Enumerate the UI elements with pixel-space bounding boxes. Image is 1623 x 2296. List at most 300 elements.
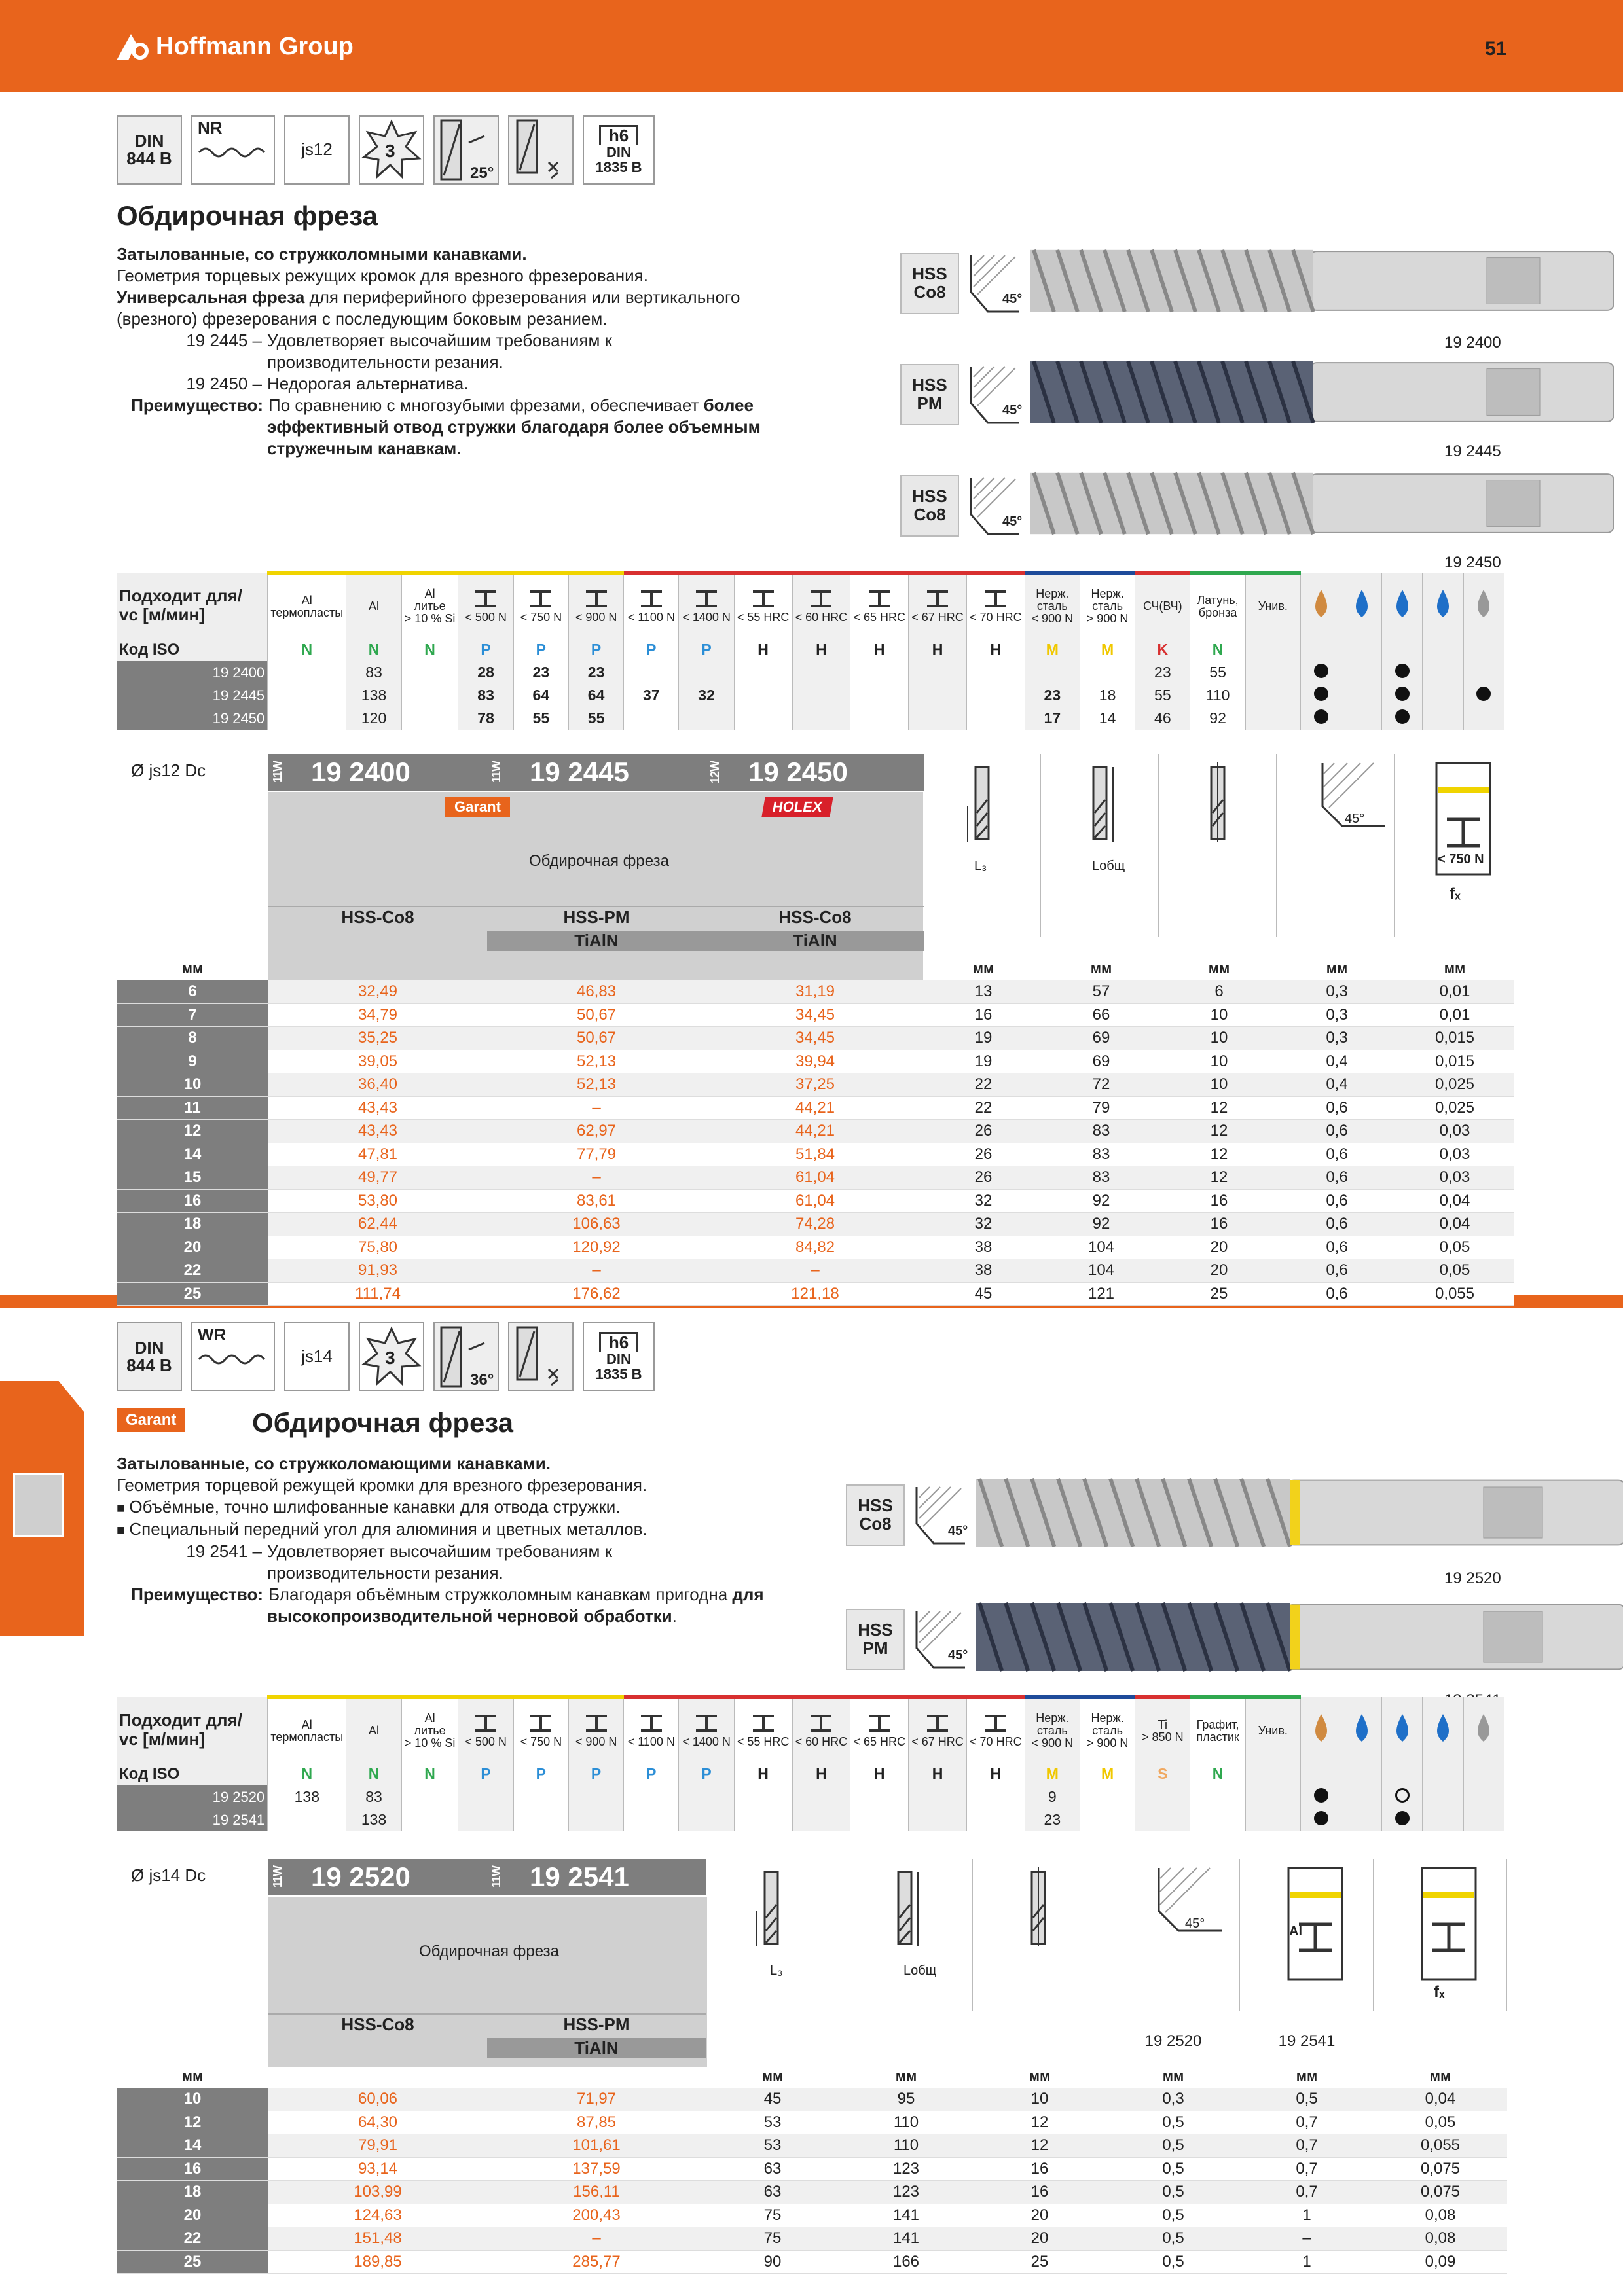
- speed-cell: 17: [1025, 707, 1080, 730]
- value-cell: 0,5: [1106, 2204, 1240, 2227]
- material-column: [1080, 573, 1135, 638]
- diameter-cell: 7: [117, 1003, 268, 1027]
- dimension-row: [117, 1003, 1514, 1027]
- iso-code-cell: P: [624, 638, 679, 661]
- speed-cell: [568, 1808, 623, 1831]
- price-cell[interactable]: 93,14: [268, 2157, 487, 2181]
- price-cell[interactable]: 31,19: [706, 980, 924, 1004]
- coolant-cell: [1341, 684, 1382, 707]
- price-cell[interactable]: 50,67: [487, 1027, 706, 1050]
- material-column: [679, 573, 734, 638]
- price-cell[interactable]: 62,44: [268, 1213, 487, 1236]
- price-cell[interactable]: 35,25: [268, 1027, 487, 1050]
- material-column: [966, 1697, 1025, 1763]
- price-cell[interactable]: 121,18: [706, 1282, 924, 1306]
- unit-spacer: [487, 2064, 706, 2088]
- tool-material-badge: HSS Co8: [900, 253, 959, 314]
- i-beam-icon: [737, 1713, 790, 1736]
- value-cell: 0,5: [1106, 2250, 1240, 2274]
- value-cell: 63: [706, 2181, 839, 2204]
- coolant-cell: [1423, 684, 1463, 707]
- iso-code-cell: H: [734, 638, 792, 661]
- material-column-label: Al литье > 10 % Si: [404, 1712, 456, 1749]
- dimension-row: [117, 1050, 1514, 1073]
- tool-tag: 11W: [271, 1866, 284, 1888]
- coolant-cell: [1463, 684, 1504, 707]
- price-cell[interactable]: 200,43: [487, 2204, 706, 2227]
- price-cell[interactable]: 61,04: [706, 1166, 924, 1190]
- coolant-cell: [1382, 1785, 1423, 1808]
- price-cell[interactable]: –: [706, 1259, 924, 1283]
- shank-tolerance-label: h6: [599, 1332, 638, 1352]
- material-column: [346, 573, 401, 638]
- diameter-cell: 9: [117, 1050, 268, 1073]
- speed-cell: [734, 684, 792, 707]
- suitability-row: [117, 684, 1504, 707]
- iso-code-cell: P: [568, 1763, 623, 1785]
- value-cell: 75: [706, 2227, 839, 2251]
- value-cell: 83: [1042, 1166, 1160, 1190]
- value-cell: 123: [839, 2181, 973, 2204]
- material-column-label: < 70 HRC: [970, 1735, 1022, 1748]
- article-code-banner: [706, 754, 924, 791]
- material-column-label: < 67 HRC: [911, 611, 964, 624]
- tool-row: [846, 1470, 1623, 1560]
- value-cell: 83: [1042, 1120, 1160, 1143]
- value-cell: 0,075: [1374, 2157, 1507, 2181]
- value-cell: 0,04: [1396, 1213, 1514, 1236]
- price-cell[interactable]: 36,40: [268, 1073, 487, 1097]
- article-code: 19 2520: [311, 1861, 410, 1892]
- price-cell[interactable]: 61,04: [706, 1189, 924, 1213]
- material-column: [268, 573, 346, 638]
- unit-row: [117, 957, 1514, 980]
- garant-logo: Garant: [117, 1408, 185, 1432]
- material-column: [734, 573, 792, 638]
- speed-cell: 23: [1025, 1808, 1080, 1831]
- material-column: [1080, 1697, 1135, 1763]
- material-column: [513, 1697, 568, 1763]
- iso-code-cell: N: [346, 1763, 401, 1785]
- price-cell[interactable]: 37,25: [706, 1073, 924, 1097]
- iso-code-cell: P: [568, 638, 623, 661]
- diameter-cell: 12: [117, 2111, 268, 2134]
- price-cell[interactable]: 137,59: [487, 2157, 706, 2181]
- value-cell: 0,4: [1278, 1073, 1396, 1097]
- dimension-icon: [706, 1859, 839, 2011]
- speed-cell: 55: [568, 707, 623, 730]
- price-cell[interactable]: 77,79: [487, 1143, 706, 1166]
- speed-cell: [909, 707, 967, 730]
- value-cell: 1: [1240, 2250, 1374, 2274]
- profile-type-label: WR: [198, 1325, 227, 1344]
- filled-dot: [1395, 709, 1410, 724]
- price-cell[interactable]: 151,48: [268, 2227, 487, 2251]
- value-cell: 19: [924, 1050, 1042, 1073]
- iso-code-row: [117, 638, 1504, 661]
- i-beam-icon: [970, 589, 1022, 611]
- price-cell[interactable]: 43,43: [268, 1096, 487, 1120]
- dimension-row: [117, 1282, 1514, 1306]
- description-key: 19 2450 –: [186, 374, 262, 393]
- droplet-blue-icon-glyph: [1350, 587, 1374, 620]
- coating-label: TiAlN: [487, 931, 706, 951]
- speed-cell: [679, 707, 734, 730]
- value-cell: 0,5: [1106, 2157, 1240, 2181]
- price-cell[interactable]: 91,93: [268, 1259, 487, 1283]
- price-cell[interactable]: 51,84: [706, 1143, 924, 1166]
- price-cell[interactable]: 106,63: [487, 1213, 706, 1236]
- unit-cell: мм: [972, 960, 994, 977]
- price-cell[interactable]: 32,49: [268, 980, 487, 1004]
- mql-icon-glyph: [1472, 1712, 1495, 1744]
- dimension-icon: [1374, 1859, 1507, 2011]
- value-cell: 53: [706, 2111, 839, 2134]
- speed-cell: [850, 661, 909, 684]
- dimension-label: 45°: [1185, 1916, 1205, 1931]
- coating-label: TiAlN: [487, 2038, 706, 2058]
- description: [117, 243, 837, 459]
- speed-cell: 32: [679, 684, 734, 707]
- iso-code-cell: N: [401, 1763, 458, 1785]
- value-cell: 0,01: [1396, 980, 1514, 1004]
- dimension-row: [117, 2227, 1507, 2251]
- description-line: [117, 243, 837, 265]
- speed-cell: [734, 707, 792, 730]
- spray-icon-glyph: [1391, 1712, 1414, 1744]
- value-cell: 16: [924, 1003, 1042, 1027]
- description-line: [117, 1605, 837, 1627]
- speed-cell: 23: [1135, 661, 1190, 684]
- value-cell: 92: [1042, 1213, 1160, 1236]
- value-cell: 0,025: [1396, 1073, 1514, 1097]
- material-column: [792, 573, 850, 638]
- diameter-cell: 15: [117, 1166, 268, 1190]
- value-cell: 69: [1042, 1027, 1160, 1050]
- price-cell[interactable]: 285,77: [487, 2250, 706, 2274]
- description-key: 19 2445 –: [186, 331, 262, 350]
- value-cell: 121: [1042, 1282, 1160, 1306]
- value-cell: 0,04: [1374, 2088, 1507, 2111]
- speed-cell: [1135, 1808, 1190, 1831]
- cutter-image: [973, 1470, 1623, 1555]
- material-column: [792, 1697, 850, 1763]
- price-cell[interactable]: 62,97: [487, 1120, 706, 1143]
- diameter-cell: 16: [117, 2157, 268, 2181]
- value-cell: 0,6: [1278, 1213, 1396, 1236]
- dimension-glyph: [1198, 761, 1237, 863]
- value-cell: 0,7: [1240, 2134, 1374, 2158]
- price-cell[interactable]: 103,99: [268, 2181, 487, 2204]
- diameter-cell: 12: [117, 1120, 268, 1143]
- description-line: [117, 1584, 837, 1605]
- i-beam-icon: [970, 1713, 1022, 1736]
- diameter-cell: 6: [117, 980, 268, 1004]
- speed-cell: 9: [1025, 1785, 1080, 1808]
- price-cell[interactable]: 44,21: [706, 1096, 924, 1120]
- iso-code-cell: M: [1025, 1763, 1080, 1785]
- speed-cell: [458, 1785, 513, 1808]
- value-cell: 83: [1042, 1143, 1160, 1166]
- price-cell[interactable]: 176,62: [487, 1282, 706, 1306]
- material-column-label: Латунь, бронза: [1197, 593, 1239, 619]
- description-line: [117, 265, 837, 287]
- price-cell[interactable]: 34,45: [706, 1027, 924, 1050]
- price-cell[interactable]: 39,05: [268, 1050, 487, 1073]
- price-cell[interactable]: 44,21: [706, 1120, 924, 1143]
- diameter-cell: 18: [117, 2181, 268, 2204]
- iso-code-cell: H: [734, 1763, 792, 1785]
- chamfer-icon: [968, 253, 1021, 314]
- value-cell: 20: [1160, 1236, 1278, 1259]
- filled-dot: [1395, 687, 1410, 701]
- description-text: для периферийного фрезерования или вертикального: [304, 287, 740, 307]
- material-column: [568, 573, 623, 638]
- no-coolant-icon-glyph: [1431, 1712, 1455, 1744]
- value-cell: 79: [1042, 1096, 1160, 1120]
- iso-code-cell: M: [1025, 638, 1080, 661]
- brand-logo: [117, 31, 354, 62]
- value-cell: 10: [1160, 1003, 1278, 1027]
- filled-dot: [1395, 664, 1410, 678]
- speed-cell: 18: [1080, 684, 1135, 707]
- price-cell[interactable]: 84,82: [706, 1236, 924, 1259]
- material-column-label: Графит, пластик: [1196, 1717, 1239, 1744]
- speed-cell: 64: [568, 684, 623, 707]
- dimension-glyph: [962, 761, 1002, 863]
- price-cell[interactable]: 83,61: [487, 1189, 706, 1213]
- material-label: HSS-Co8: [268, 2013, 487, 2035]
- article-code-banner: [487, 754, 706, 791]
- dimension-label: L₃: [770, 1964, 783, 1978]
- tool-row: [900, 242, 1616, 324]
- iso-code-cell: N: [268, 638, 346, 661]
- iso-code-cell: M: [1080, 638, 1135, 661]
- no-coolant-icon: [1423, 573, 1463, 638]
- material-column-label: < 750 N: [520, 611, 562, 624]
- diameter-cell: 14: [117, 2134, 268, 2158]
- article-code: 19 2541: [530, 1861, 629, 1892]
- value-cell: 0,09: [1374, 2250, 1507, 2274]
- dimension-row: [117, 1143, 1514, 1166]
- value-cell: 63: [706, 2157, 839, 2181]
- price-cell[interactable]: 71,97: [487, 2088, 706, 2111]
- price-cell[interactable]: 50,67: [487, 1003, 706, 1027]
- speed-cell: [734, 661, 792, 684]
- speed-cell: [679, 1785, 734, 1808]
- suitability-header-row: [117, 573, 1504, 638]
- tool-row: [846, 1594, 1623, 1684]
- value-cell: 25: [1160, 1282, 1278, 1306]
- diameter-cell: 10: [117, 1073, 268, 1097]
- tool-tag: 11W: [490, 761, 503, 783]
- droplet-blue-icon: [1341, 1697, 1382, 1763]
- price-cell[interactable]: –: [487, 2227, 706, 2251]
- price-cell[interactable]: 49,77: [268, 1166, 487, 1190]
- material-column: [401, 573, 458, 638]
- price-cell[interactable]: 52,13: [487, 1050, 706, 1073]
- material-column: [850, 1697, 909, 1763]
- mql-icon: [1463, 1697, 1504, 1763]
- mql-icon: [1463, 573, 1504, 638]
- price-cell[interactable]: 47,81: [268, 1143, 487, 1166]
- iso-code-cell: P: [679, 1763, 734, 1785]
- speed-cell: [1080, 661, 1135, 684]
- price-cell[interactable]: 39,94: [706, 1050, 924, 1073]
- price-cell[interactable]: 120,92: [487, 1236, 706, 1259]
- speed-cell: [401, 1808, 458, 1831]
- dimension-icon: [1106, 1859, 1240, 2011]
- description-bold: для: [732, 1585, 764, 1604]
- material-column-label: < 65 HRC: [853, 1735, 905, 1748]
- price-cell[interactable]: 101,61: [487, 2134, 706, 2158]
- value-cell: 0,03: [1396, 1166, 1514, 1190]
- value-cell: 0,03: [1396, 1120, 1514, 1143]
- unit-spacer: [268, 957, 487, 980]
- price-cell[interactable]: 34,45: [706, 1003, 924, 1027]
- value-cell: 0,7: [1240, 2157, 1374, 2181]
- material-column-label: Нерж. сталь < 900 N: [1031, 587, 1074, 625]
- material-column: [909, 1697, 967, 1763]
- suitability-row: [117, 707, 1504, 730]
- chamfer-icon: [968, 475, 1021, 537]
- product-name: Обдирочная фреза: [419, 1943, 559, 1960]
- value-cell: 0,3: [1278, 980, 1396, 1004]
- value-cell: 12: [1160, 1143, 1278, 1166]
- price-cell[interactable]: 111,74: [268, 1282, 487, 1306]
- price-cell[interactable]: 79,91: [268, 2134, 487, 2158]
- description-line: [117, 1475, 837, 1496]
- cutter-image: [1027, 465, 1616, 542]
- price-cell[interactable]: 64,30: [268, 2111, 487, 2134]
- value-cell: 10: [1160, 1050, 1278, 1073]
- material-column-label: Al термопласты: [270, 593, 344, 619]
- price-cell[interactable]: 124,63: [268, 2204, 487, 2227]
- iso-extra-cell: [1463, 1763, 1504, 1785]
- value-cell: 0,6: [1278, 1166, 1396, 1190]
- hollow-dot: [1395, 1788, 1410, 1803]
- speed-cell: [1190, 1785, 1245, 1808]
- price-cell[interactable]: 87,85: [487, 2111, 706, 2134]
- dimension-table: [117, 957, 1514, 1306]
- speed-cell: [568, 1785, 623, 1808]
- price-cell[interactable]: 60,06: [268, 2088, 487, 2111]
- shank-din-label: DIN 1835 B: [595, 1351, 642, 1383]
- description-bold: Универсальная фреза: [117, 287, 305, 307]
- holex-logo: HOLEX: [761, 797, 833, 817]
- iso-code-cell: H: [850, 1763, 909, 1785]
- droplet-orange-icon: [1300, 1697, 1341, 1763]
- diameter-cell: 14: [117, 1143, 268, 1166]
- article-code-cell: 19 2520: [117, 1785, 268, 1808]
- price-cell[interactable]: 189,85: [268, 2250, 487, 2274]
- price-cell[interactable]: 43,43: [268, 1120, 487, 1143]
- coolant-cell: [1423, 661, 1463, 684]
- price-cell[interactable]: 53,80: [268, 1189, 487, 1213]
- iso-code-cell: N: [268, 1763, 346, 1785]
- teeth-count-icon: [359, 115, 424, 185]
- coolant-cell: [1341, 707, 1382, 730]
- material-column: [966, 573, 1025, 638]
- price-cell[interactable]: –: [487, 1259, 706, 1283]
- dimension-row: [117, 1259, 1514, 1283]
- iso-code-cell: N: [1190, 1763, 1245, 1785]
- material-column-label: Нерж. сталь > 900 N: [1086, 1712, 1129, 1749]
- iso-code-cell: H: [850, 638, 909, 661]
- material-column-label: < 750 N: [520, 1735, 562, 1748]
- value-cell: 90: [706, 2250, 839, 2274]
- value-cell: 110: [839, 2134, 973, 2158]
- helix-angle-label: 36°: [470, 1371, 494, 1389]
- tool-code-caption: 19 2450: [1444, 554, 1501, 571]
- diameter-label: Ø js14 Dᴄ: [131, 1865, 206, 1885]
- dimension-icon: [973, 1859, 1106, 2011]
- speed-cell: [401, 1785, 458, 1808]
- description-text: Благодаря объёмным стружколомным канавкам пригодна: [268, 1585, 733, 1604]
- value-cell: 16: [1160, 1189, 1278, 1213]
- description-line: [117, 438, 837, 459]
- feed-label: fₓ: [1434, 1983, 1445, 2001]
- dimension-glyph: [752, 1865, 791, 1968]
- value-cell: 0,05: [1374, 2111, 1507, 2134]
- value-cell: 26: [924, 1143, 1042, 1166]
- profile-type-badge: [191, 115, 275, 185]
- value-cell: 32: [924, 1213, 1042, 1236]
- value-cell: 69: [1042, 1050, 1160, 1073]
- article-code: 19 2445: [530, 757, 629, 787]
- price-cell[interactable]: 75,80: [268, 1236, 487, 1259]
- value-cell: 75: [706, 2204, 839, 2227]
- page-header: [0, 0, 1623, 92]
- description-line: [117, 373, 837, 395]
- value-cell: 53: [706, 2134, 839, 2158]
- value-cell: 10: [973, 2088, 1106, 2111]
- material-column: [1245, 1697, 1300, 1763]
- price-cell[interactable]: 74,28: [706, 1213, 924, 1236]
- price-cell[interactable]: 52,13: [487, 1073, 706, 1097]
- price-cell[interactable]: –: [487, 1166, 706, 1190]
- price-cell[interactable]: –: [487, 1096, 706, 1120]
- i-beam-icon: [627, 589, 676, 611]
- dimension-glyph: [1080, 761, 1120, 863]
- price-cell[interactable]: 34,79: [268, 1003, 487, 1027]
- dimension-row: [117, 1073, 1514, 1097]
- dimension-label: Lобщ: [903, 1964, 937, 1978]
- value-cell: 0,6: [1278, 1236, 1396, 1259]
- speed-cell: [401, 707, 458, 730]
- iso-code-cell: H: [909, 1763, 967, 1785]
- value-cell: 0,6: [1278, 1143, 1396, 1166]
- value-cell: 0,05: [1396, 1259, 1514, 1283]
- price-cell[interactable]: 46,83: [487, 980, 706, 1004]
- iso-code-cell: N: [1190, 638, 1245, 661]
- chamfer-angle-label: 45°: [1002, 514, 1023, 529]
- price-cell[interactable]: 156,11: [487, 2181, 706, 2204]
- article-code: 19 2450: [748, 757, 848, 787]
- iso-extra-cell: [1382, 638, 1423, 661]
- unit-spacer: [706, 957, 924, 980]
- diameter-cell: 22: [117, 2227, 268, 2251]
- value-cell: 1: [1240, 2204, 1374, 2227]
- description-bold: высокопроизводительной черновой обработки: [267, 1606, 672, 1626]
- profile-type-label: NR: [198, 118, 223, 137]
- page-number: 51: [1485, 38, 1507, 60]
- description-key: Преимущество:: [131, 1585, 263, 1604]
- material-label: HSS-PM: [487, 2013, 706, 2035]
- material-column-label: < 55 HRC: [737, 1735, 790, 1748]
- value-cell: 110: [839, 2111, 973, 2134]
- helix-angle-label: 25°: [470, 164, 494, 182]
